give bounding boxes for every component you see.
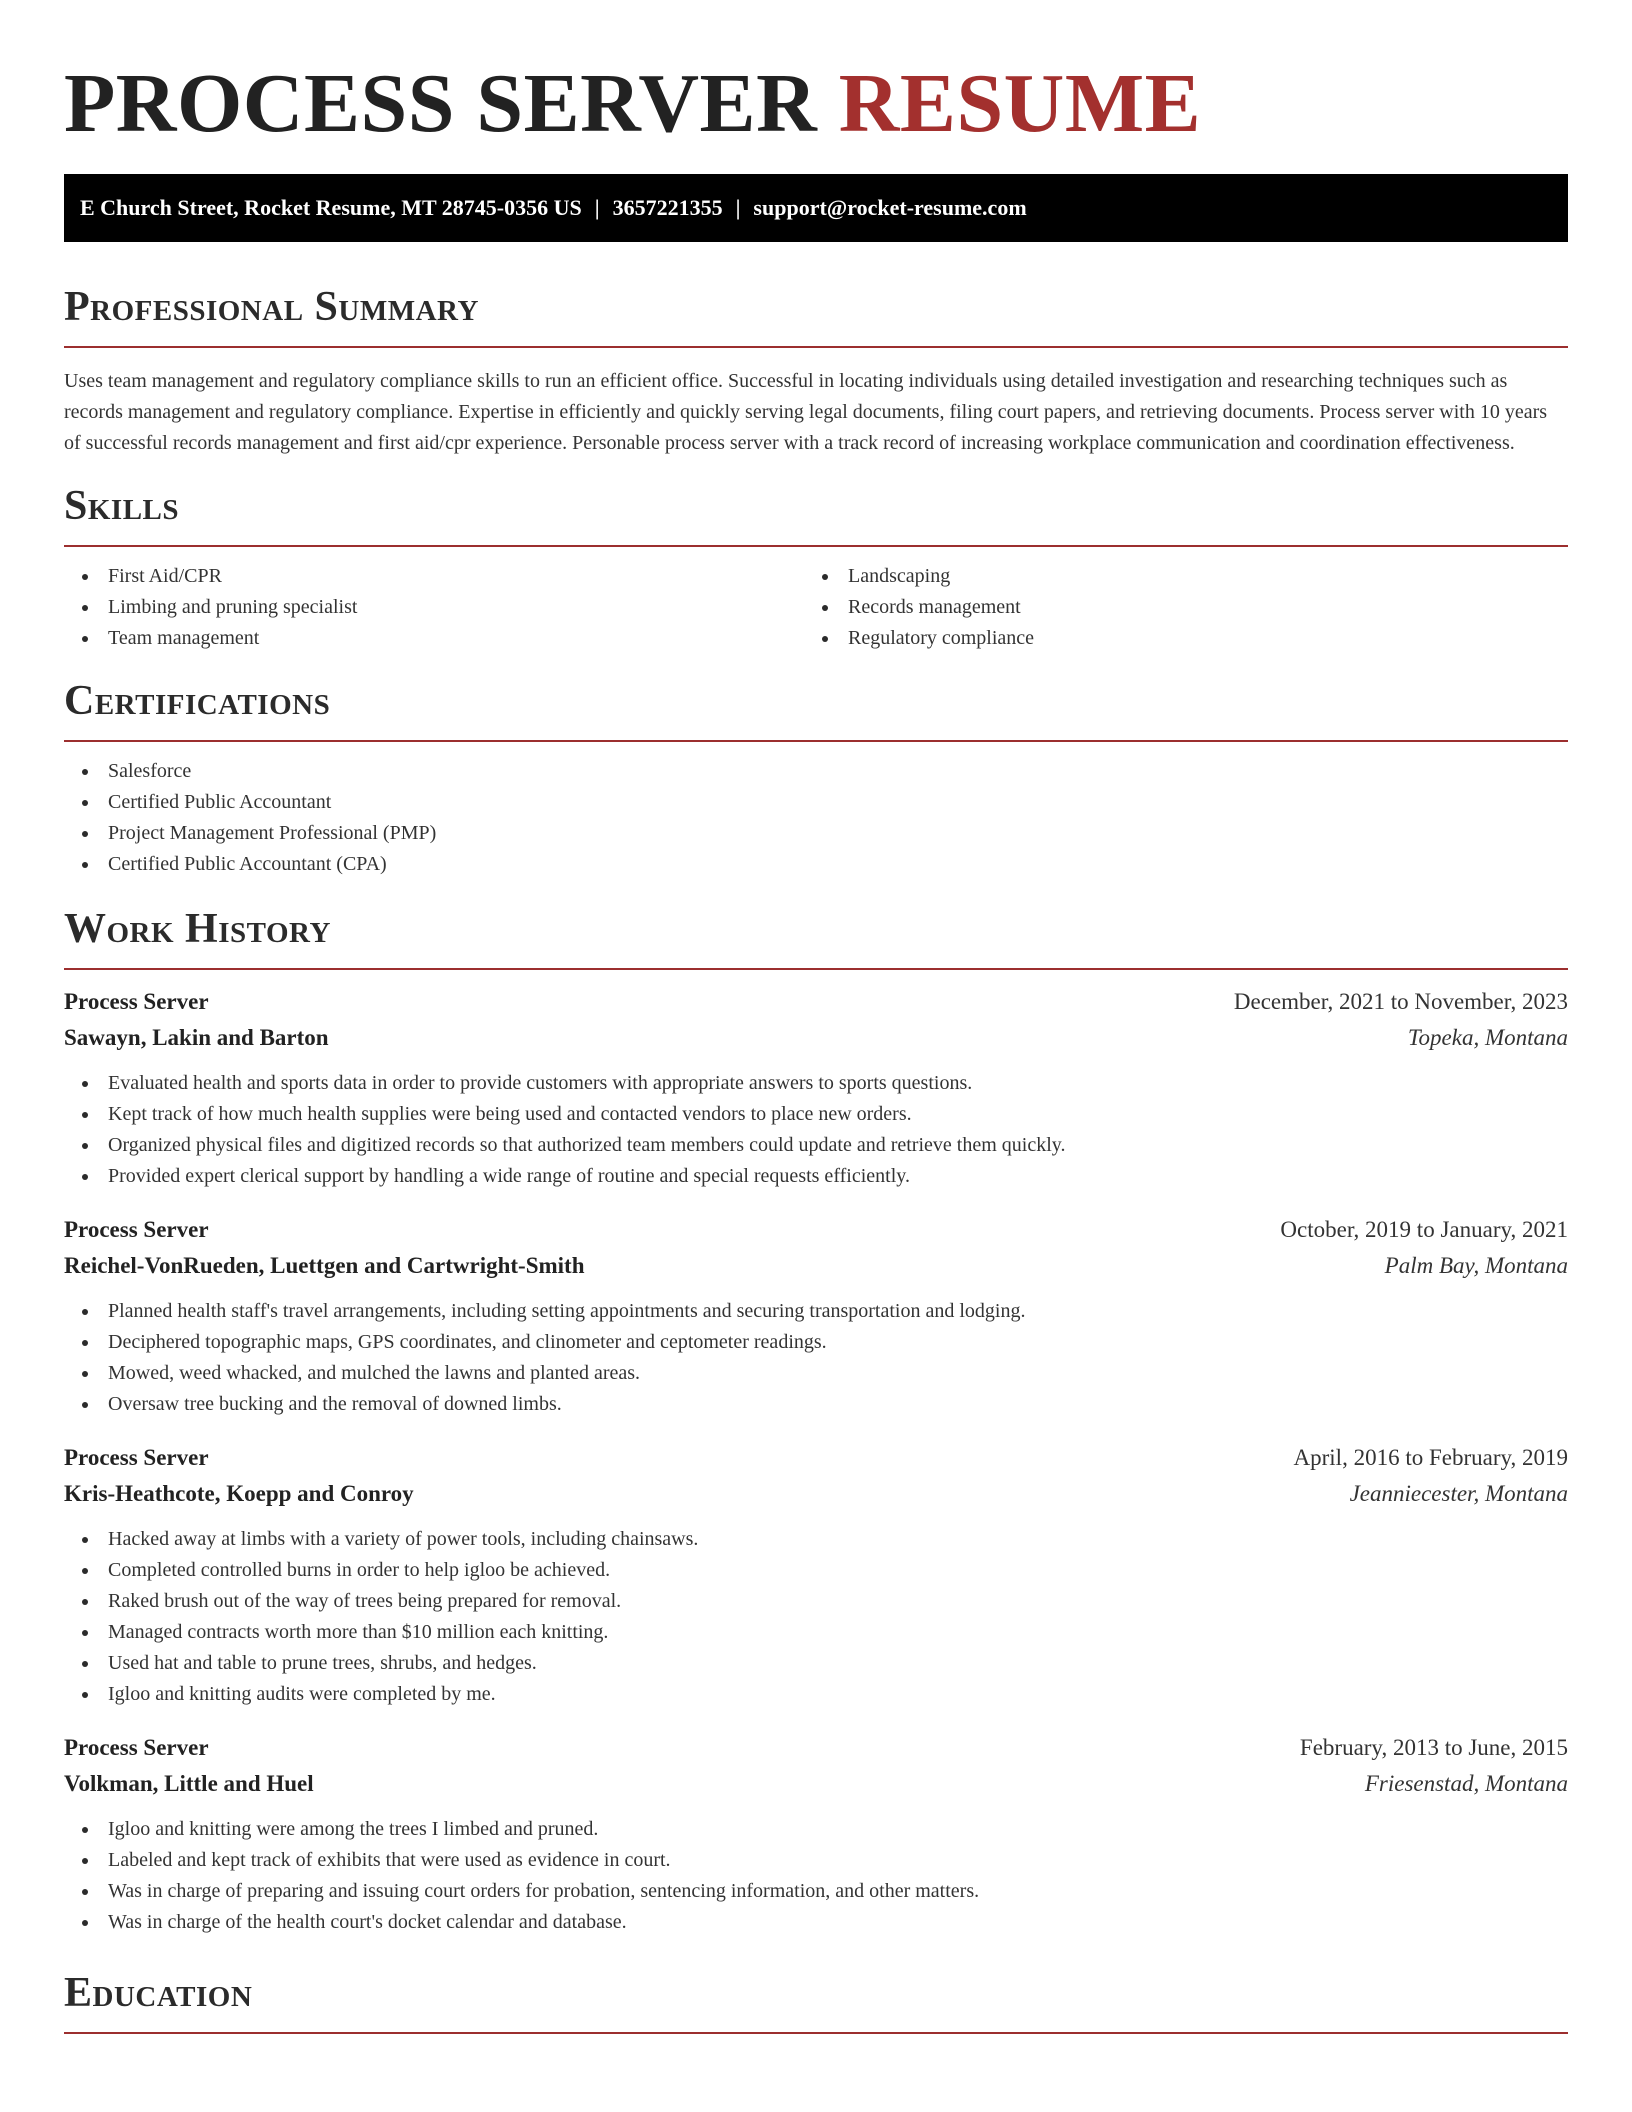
certification-item: Certified Public Accountant (CPA) [64, 849, 1568, 880]
job-duty: Mowed, weed whacked, and mulched the lawns and planted areas. [64, 1358, 1568, 1389]
job-dates: December, 2021 to November, 2023 [1233, 989, 1568, 1014]
contact-phone: 3657221355 [612, 195, 723, 220]
job-duties [64, 1068, 1568, 1192]
certifications-list [64, 756, 1568, 880]
job-location: Topeka, Montana [1407, 1025, 1568, 1050]
job-duty: Provided expert clerical support by handling a wide range of routine and special requests efficiently. [64, 1161, 1568, 1192]
job-duty: Was in charge of preparing and issuing court orders for probation, sentencing information, and other matters. [64, 1876, 1568, 1907]
skills-heading: Skills [64, 481, 1568, 547]
skill-item: Team management [64, 623, 804, 654]
job-location: Palm Bay, Montana [1384, 1253, 1568, 1278]
job-entry [64, 1730, 1568, 1938]
skill-item: Regulatory compliance [804, 623, 1544, 654]
job-location: Friesenstad, Montana [1364, 1771, 1568, 1796]
job-header-row [64, 1440, 1568, 1476]
job-company-row [64, 1020, 1568, 1056]
job-duty: Raked brush out of the way of trees being prepared for removal. [64, 1586, 1568, 1617]
skill-item: Landscaping [804, 561, 1544, 592]
skills-columns [64, 547, 1568, 654]
job-title: Process Server [64, 989, 209, 1014]
certification-item: Project Management Professional (PMP) [64, 818, 1568, 849]
certification-item: Certified Public Accountant [64, 787, 1568, 818]
contact-bar [64, 174, 1568, 242]
job-company: Volkman, Little and Huel [64, 1771, 314, 1796]
summary-text: Uses team management and regulatory compliance skills to run an efficient office. Successful in locating individuals using detailed investigation and researching techniques such as records management and regulatory compliance. Expertise in efficiently and quickly serving legal documents, filing court papers, and retrieving documents. Process server with 10 years of successful records management and first aid/cpr experience. Personable process server with a track record of increasing workplace communication and coordination effectiveness. [64, 370, 1548, 454]
skills-list-left [64, 561, 804, 654]
job-company: Sawayn, Lakin and Barton [64, 1025, 329, 1050]
resume-title [64, 0, 1568, 150]
work-history-heading: Work History [64, 904, 1568, 970]
summary-heading: Professional Summary [64, 282, 1568, 348]
title-main: PROCESS SERVER [64, 57, 818, 150]
job-header-row [64, 984, 1568, 1020]
certification-item: Salesforce [64, 756, 1568, 787]
job-title: Process Server [64, 1217, 209, 1242]
job-duties [64, 1814, 1568, 1938]
job-dates: October, 2019 to January, 2021 [1280, 1217, 1568, 1242]
skill-item: Records management [804, 592, 1544, 623]
job-duties [64, 1296, 1568, 1420]
job-company: Reichel-VonRueden, Luettgen and Cartwright-Smith [64, 1253, 585, 1278]
job-title: Process Server [64, 1735, 209, 1760]
job-entry [64, 1212, 1568, 1420]
job-header-row [64, 1212, 1568, 1248]
job-duty: Organized physical files and digitized records so that authorized team members could update and retrieve them quickly. [64, 1130, 1568, 1161]
title-accent: RESUME [838, 57, 1202, 150]
job-duty: Igloo and knitting were among the trees I limbed and pruned. [64, 1814, 1568, 1845]
job-duty: Oversaw tree bucking and the removal of downed limbs. [64, 1389, 1568, 1420]
certifications-heading: Certifications [64, 676, 1568, 742]
job-company-row [64, 1476, 1568, 1512]
skill-item: First Aid/CPR [64, 561, 804, 592]
job-duty: Hacked away at limbs with a variety of power tools, including chainsaws. [64, 1524, 1568, 1555]
job-duty: Labeled and kept track of exhibits that were used as evidence in court. [64, 1845, 1568, 1876]
job-company-row [64, 1248, 1568, 1284]
job-title: Process Server [64, 1445, 209, 1470]
contact-separator: | [735, 195, 741, 220]
job-duty: Evaluated health and sports data in order to provide customers with appropriate answers to sports questions. [64, 1068, 1568, 1099]
job-entry [64, 984, 1568, 1192]
job-duty: Deciphered topographic maps, GPS coordinates, and clinometer and ceptometer readings. [64, 1327, 1568, 1358]
job-duties [64, 1524, 1568, 1710]
job-duty: Managed contracts worth more than $10 million each knitting. [64, 1617, 1568, 1648]
job-duty: Completed controlled burns in order to help igloo be achieved. [64, 1555, 1568, 1586]
contact-separator: | [594, 195, 600, 220]
resume-page [64, 0, 1568, 2034]
contact-email: support@rocket-resume.com [753, 195, 1027, 220]
job-dates: February, 2013 to June, 2015 [1299, 1735, 1568, 1760]
job-duty: Kept track of how much health supplies were being used and contacted vendors to place new orders. [64, 1099, 1568, 1130]
job-company: Kris-Heathcote, Koepp and Conroy [64, 1481, 414, 1506]
job-dates: April, 2016 to February, 2019 [1293, 1445, 1568, 1470]
job-duty: Used hat and table to prune trees, shrubs, and hedges. [64, 1648, 1568, 1679]
contact-address: E Church Street, Rocket Resume, MT 28745-0356 US [80, 195, 582, 220]
job-duty: Planned health staff's travel arrangements, including setting appointments and securing transportation and lodging. [64, 1296, 1568, 1327]
job-duty: Igloo and knitting audits were completed by me. [64, 1679, 1568, 1710]
work-history-list [64, 984, 1568, 1938]
job-header-row [64, 1730, 1568, 1766]
job-entry [64, 1440, 1568, 1710]
skills-list-right [804, 561, 1544, 654]
job-location: Jeanniecester, Montana [1349, 1481, 1568, 1506]
job-duty: Was in charge of the health court's docket calendar and database. [64, 1907, 1568, 1938]
job-company-row [64, 1766, 1568, 1802]
skill-item: Limbing and pruning specialist [64, 592, 804, 623]
education-heading: Education [64, 1968, 1568, 2034]
